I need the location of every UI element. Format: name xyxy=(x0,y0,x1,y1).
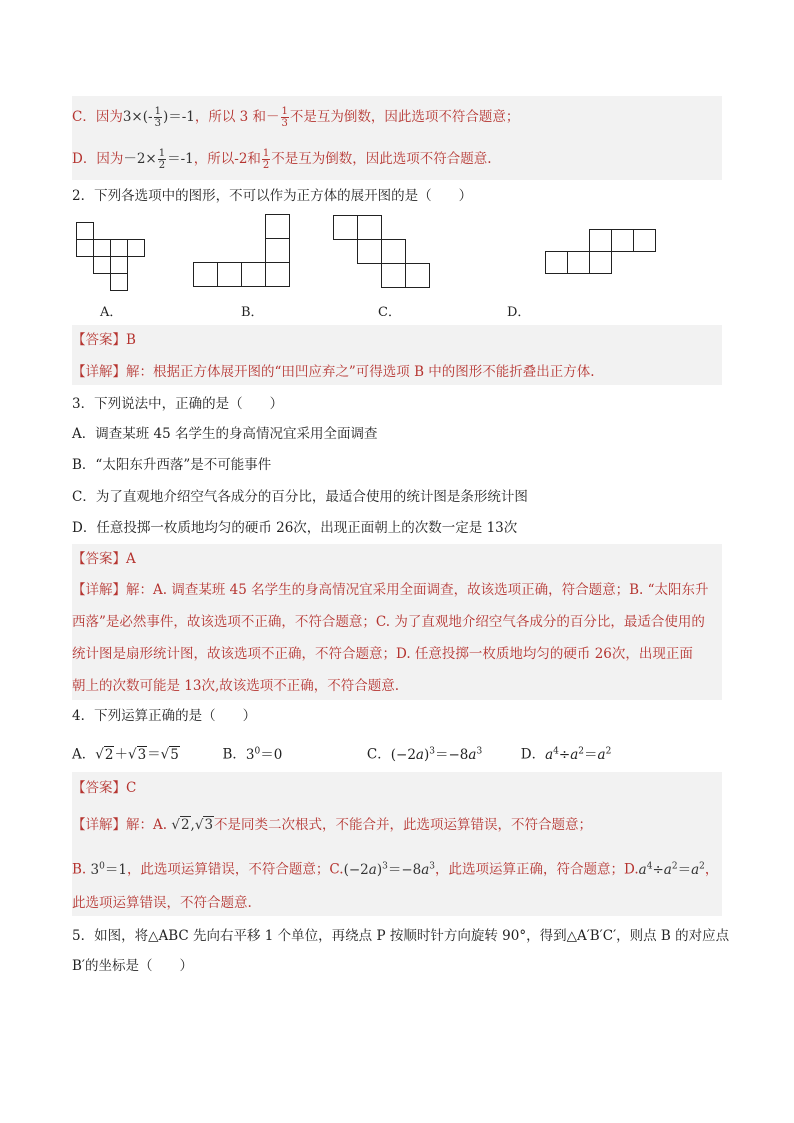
q4-answer: 【答案】C xyxy=(72,780,137,796)
q1-option-d-explanation: D．因为－2× $\frac{1}{2}$ ＝-1，所以-2和 $\frac{1}{2}$ 不是互为倒数，因此选项不符合题意. xyxy=(72,148,492,171)
net-figure-d xyxy=(545,229,657,275)
q3-detail-line-1: 【详解】解：A. 调查某班 45 名学生的身高情况宜采用全面调查，故该选项正确，符合题意；B. “太阳东升 xyxy=(72,582,709,598)
q4-options: A．√2＋√3＝√5 B．$3^0=0$ C．$(-2a)^3=-8a^3$ D．$a^4\div a^2=a^2$ xyxy=(72,746,612,763)
q2-option-b-label: B． xyxy=(241,305,264,320)
net-figure-c xyxy=(333,215,433,290)
q3-answer: 【答案】A xyxy=(72,551,136,567)
q5-stem-line-2: B′的坐标是（ ） xyxy=(72,958,193,974)
q3-detail-line-4: 朝上的次数可能是 13次,故该选项不正确，不符合题意. xyxy=(72,678,400,694)
q2-option-c-label: C． xyxy=(378,305,401,320)
q4-option-a-expr: √2＋√3＝√5 xyxy=(95,746,179,763)
q4-detail-line-3: 此选项运算错误，不符合题意. xyxy=(72,895,252,911)
q3-option-a: A．调查某班 45 名学生的身高情况宜采用全面调查 xyxy=(72,426,378,442)
q4-option-c-expr: $(-2a)^3=-8a^3$ xyxy=(390,746,483,763)
q4-detail-line-2: B. $3^0=1$，此选项运算错误，不符合题意；$C.(-2a)^3=-8a^3$，此选项运算正确，符合题意；$D.a^4\div a^2=a^2$， xyxy=(72,861,719,878)
q3-option-d: D．任意投掷一枚质地均匀的硬币 26次，出现正面朝上的次数一定是 13次 xyxy=(72,520,518,536)
q2-stem: 2．下列各选项中的图形，不可以作为正方体的展开图的是（ ） xyxy=(72,188,473,204)
q2-detail: 【详解】解：根据正方体展开图的“田凹应弃之”可得选项 B 中的图形不能折叠出正方体. xyxy=(72,364,595,380)
net-figure-a xyxy=(76,222,152,286)
q4-option-b-expr: $3^0=0$ xyxy=(245,746,283,763)
q2-answer: 【答案】B xyxy=(72,332,136,348)
q4-option-d-expr: $a^4\div a^2=a^2$ xyxy=(545,746,612,763)
q3-option-c: C．为了直观地介绍空气各成分的百分比，最适合使用的统计图是条形统计图 xyxy=(72,489,528,505)
q2-option-a-label: A． xyxy=(100,305,123,320)
q4-detail-line-1: 【详解】解：A. √2,√3不是同类二次根式，不能合并，此选项运算错误，不符合题意； xyxy=(72,817,593,833)
q3-detail-line-3: 统计图是扇形统计图，故该选项不正确，不符合题意；D. 任意投掷一枚质地均匀的硬币 26次，出现正面 xyxy=(72,646,693,662)
q3-detail-line-2: 西落”是必然事件，故该选项不正确，不符合题意；C. 为了直观地介绍空气各成分的百分比，最适合使用的 xyxy=(72,614,705,630)
q3-stem: 3．下列说法中，正确的是（ ） xyxy=(72,396,284,412)
q5-stem-line-1: 5．如图，将△ABC 先向右平移 1 个单位，再绕点 P 按顺时针方向旋转 90°，得到△A′B′C′，则点 B 的对应点 xyxy=(72,928,730,944)
q3-option-b: B．“太阳东升西落”是不可能事件 xyxy=(72,457,272,473)
q1-option-c-explanation: C．因为3×(- $\frac{1}{3}$ )＝-1，所以 3 和－ $\frac{1}{3}$ 不是互为倒数，因此选项不符合题意； xyxy=(72,106,520,129)
q2-option-d-label: D． xyxy=(507,305,531,320)
q4-stem: 4．下列运算正确的是（ ） xyxy=(72,708,257,724)
net-figure-b xyxy=(193,214,293,289)
